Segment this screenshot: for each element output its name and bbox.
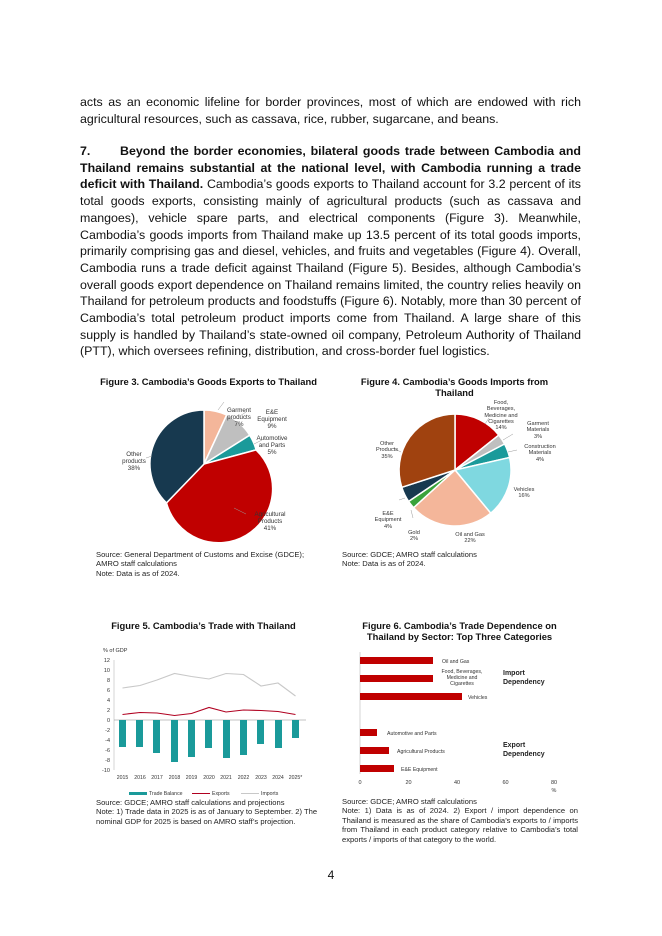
svg-text:Food, Beverages,: Food, Beverages, [441,669,483,675]
svg-text:20: 20 [405,780,412,786]
label-vehicles: Vehicles 16% [513,487,535,500]
svg-text:4: 4 [106,698,110,704]
svg-text:2: 2 [106,708,110,714]
figure-5-source: Source: GDCE; AMRO staff calculations and projections [96,798,285,807]
label-agri: Agricultural Products 41% [254,511,286,532]
label-ee: E&E Equipment 9% [257,409,287,430]
imports-line [123,674,296,697]
figure-3 [96,376,321,581]
label-construction: Construction Materials 4% [524,444,556,463]
svg-text:8: 8 [106,678,110,684]
figure-5 [96,620,326,830]
figure-5-legend [129,791,279,797]
paragraph-7 [80,143,581,360]
svg-text:-10: -10 [102,768,110,774]
svg-text:Oil and Gas: Oil and Gas [442,659,470,665]
svg-text:2022: 2022 [237,775,250,781]
figure-4-source: Source: GDCE; AMRO staff calculations [342,550,477,559]
svg-text:2018: 2018 [168,775,181,781]
svg-text:2015: 2015 [116,775,129,781]
paragraph-number: 7. [80,144,91,158]
svg-text:-8: -8 [105,758,110,764]
svg-text:0: 0 [106,718,110,724]
label-auto: Automotive and Parts 5% [256,435,288,456]
svg-text:-2: -2 [105,728,110,734]
svg-text:80: 80 [550,780,558,786]
label-ee: E&E Equipment 4% [374,511,402,530]
svg-text:12: 12 [103,658,110,664]
svg-text:2017: 2017 [151,775,163,781]
svg-text:Cigarettes: Cigarettes [450,681,474,687]
figure-6 [342,620,582,850]
paragraph-body: Cambodia’s goods exports to Thailand account for 3.2 percent of its total goods exports, consisting mainly of agricultural products (such as cassava and mangoes), vehicle spare parts, and electrical components (Figure 3). Meanwhile, Cambodia’s goods imports from Thailand make up 13.5 percent of its total goods imports, primarily comprising gas and diesel, vehicles, and fruits and vegetables (Figure 4). Overall, Cambodia runs a trade deficit against Thailand (Figure 5). Besides, although Cambodia’s overall goods export dependence on Thailand remains limited, the country relies heavily on Thailand for petroleum products and foodstuffs (Figure 6). Notably, more than 30 percent of Cambodia’s total petroleum product imports come from Thailand. A large share of this supply is handled by Thailand’s state-owned oil company, Petroleum Authority of Thailand (PTT), which oversees refining, distribution, and cross-border fuel logistics. [80,177,581,359]
svg-text:2021: 2021 [220,775,232,781]
svg-text:% of GDP: % of GDP [103,648,128,654]
exports-line [123,708,296,716]
svg-text:Dependency: Dependency [503,679,545,686]
figure-3-source: Source: General Department of Customs and Excise (GDCE); AMRO staff calculations [96,550,305,569]
svg-text:40: 40 [453,780,461,786]
svg-text:Trade Balance: Trade Balance [149,791,183,797]
svg-text:Vehicles: Vehicles [468,695,488,701]
svg-text:2019: 2019 [185,775,198,781]
figure-6-title: Figure 6. Cambodia’s Trade Dependence on Thailand by Sector: Top Three Categories [362,620,557,642]
figure-4-title: Figure 4. Cambodia’s Goods Imports from Thailand [360,376,549,398]
label-garment-materials: Garment Materials 3% [526,421,550,440]
figure-3-note: Note: Data is as of 2024. [96,568,180,578]
figure-4 [342,376,577,581]
label-oil-gas: Oil and Gas 22% [455,532,485,545]
figure-5-note: Note: 1) Trade data in 2025 is as of January to September. 2) The nominal GDP for 2025 is based on AMRO staff’s projection. [96,807,318,826]
figure-4-note: Note: Data is as of 2024. [342,559,426,569]
label-food: Food, Beverages, Medicine and Cigarettes 14% [484,400,518,432]
label-gold: Gold 2% [408,530,420,543]
svg-text:Dependency: Dependency [503,751,545,758]
svg-text:0: 0 [358,780,362,786]
figure-5-combo-chart [96,640,326,800]
trade-balance-bars [119,720,299,762]
figure-6-note: Note: 1) Data is as of 2024. 2) Export / import dependence on Thailand is measured as the share of Cambodia’s exports to / imports from Thailand in each product category relative to Cambodia’s total exports / imports of that category to the world. [342,806,578,844]
svg-text:Automotive and Parts: Automotive and Parts [387,731,437,737]
svg-text:-6: -6 [105,748,110,754]
figure-5-title: Figure 5. Cambodia’s Trade with Thailand [111,620,296,631]
paragraph-lead: Beyond the border economies, bilateral goods trade between Cambodia and Thailand remains substantial at the national level, with Cambodia running a trade deficit with Thailand. [80,144,581,192]
svg-text:Medicine and: Medicine and [446,675,478,681]
svg-text:2025*: 2025* [288,775,303,781]
svg-text:60: 60 [502,780,509,786]
svg-text:6: 6 [106,688,110,694]
svg-text:2016: 2016 [134,775,146,781]
page-number: 4 [327,868,335,882]
label-other: Other Products 35% [375,441,399,460]
figure-6-source: Source: GDCE; AMRO staff calculations [342,797,477,806]
svg-text:Export: Export [503,742,526,749]
svg-text:10: 10 [103,668,110,674]
figure-6-bar-chart [342,648,582,803]
svg-text:2020: 2020 [203,775,215,781]
svg-text:2023: 2023 [255,775,267,781]
label-other: Other products 38% [122,451,146,472]
svg-text:Imports: Imports [261,791,279,797]
svg-text:Exports: Exports [212,791,230,797]
paragraph-continuation: acts as an economic lifeline for border provinces, most of which are endowed with rich agricultural resources, such as cassava, rice, rubber, sugarcane, and beans. [80,95,581,126]
svg-text:-4: -4 [105,738,110,744]
figure-3-title: Figure 3. Cambodia’s Goods Exports to Thailand [100,376,317,387]
svg-text:E&E Equipment: E&E Equipment [401,767,438,773]
label-garment: Garment products 7% [226,407,252,428]
svg-text:Import: Import [503,670,525,677]
svg-text:2024: 2024 [272,775,284,781]
svg-text:%: % [551,788,557,794]
svg-text:Agricultural Products: Agricultural Products [397,749,445,755]
